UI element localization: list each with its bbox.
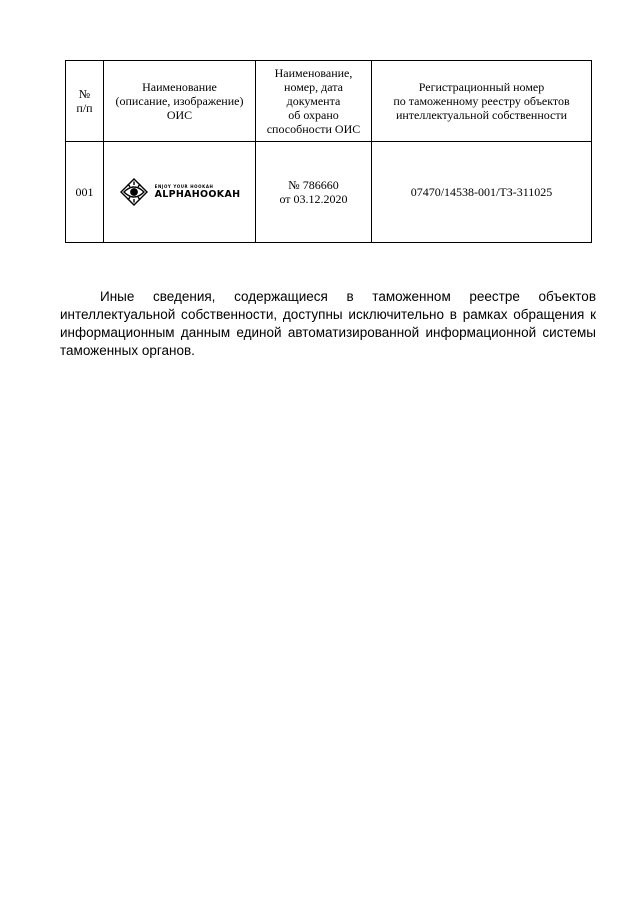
row-number: 001 — [66, 142, 104, 243]
logo-tagline: ENJOY YOUR HOOKAH — [154, 184, 214, 189]
trademark-logo-cell — [104, 142, 256, 243]
logo-brand-name: ALPHAHOOKAH — [154, 189, 241, 200]
header-protection-document: Наименование, номер, дата документа об охрано способности ОИС — [256, 61, 372, 142]
registry-table — [65, 60, 592, 243]
trademark-logo — [107, 177, 252, 207]
info-paragraph: Иные сведения, содержащиеся в таможенном реестре объектов интеллектуальной собственности, доступны исключительно в рамках обращения к информационным данным единой автоматизированной информационной системы таможенных органов. — [60, 289, 596, 358]
registration-number: 07470/14538-001/ТЗ-311025 — [372, 142, 592, 243]
hookah-emblem-icon — [119, 177, 149, 207]
header-number: № п/п — [66, 61, 104, 142]
header-registration-number: Регистрационный номер по таможенному реестру объектов интеллектуальной собственности — [372, 61, 592, 142]
protection-document: № 786660 от 03.12.2020 — [256, 142, 372, 243]
table-row — [66, 142, 592, 243]
header-object-name: Наименование (описание, изображение) ОИС — [104, 61, 256, 142]
table-header-row — [66, 61, 592, 142]
